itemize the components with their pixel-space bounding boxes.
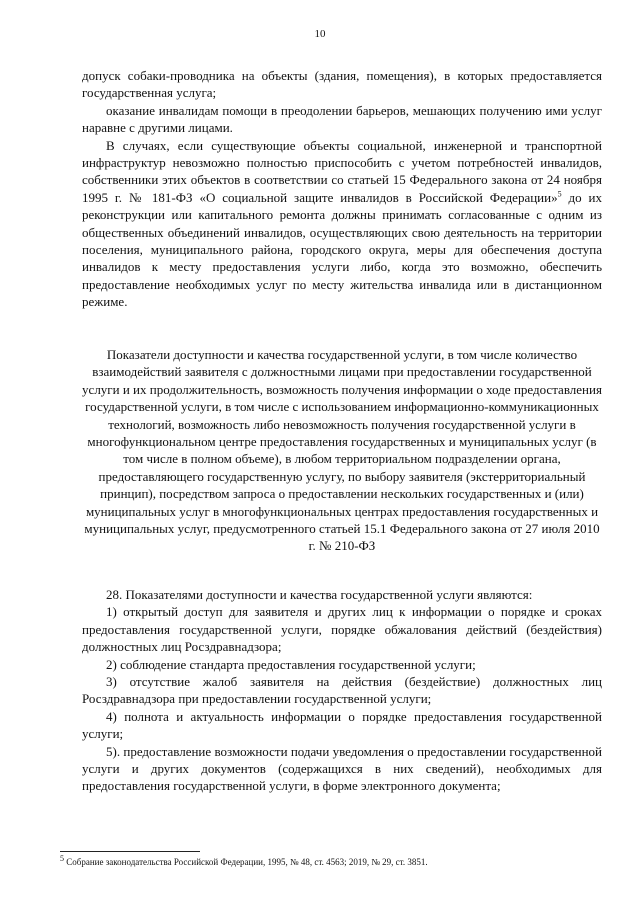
main-paragraph-text-cont: до их реконструкции или капитального ремонта должны принимать согласованные с одним из общественных объединений инвалидов, осуществляющих свою деятельность на территории поселения, муниципального района, городского округа, меры для обеспечения доступа инвалидов к месту предоставления услуги либо, когда это возможно, обеспечить предоставление необходимых услуг по месту жительства инвалида или в дистанционном режиме. [82, 189, 602, 310]
list-item: 28. Показателями доступности и качества государственной услуги являются: [106, 587, 533, 602]
intro-paragraph: допуск собаки-проводника на объекты (здания, помещения), в которых предоставляется государственная услуга; [82, 68, 602, 101]
list-item: 4) полнота и актуальность информации о порядке предоставления государственной услуги; [82, 708, 602, 742]
footnote-marker: 5 [60, 854, 64, 863]
main-paragraph-text: В случаях, если существующие объекты социальной, инженерной и транспортной инфраструктур невозможно полностью приспособить с учетом потребностей инвалидов, собственники этих объектов в соответствии со статьей 15 Федерального закона от 24 ноября 1995 г. № 181-ФЗ «О социальной защите инвалидов в Российской Федерации» [82, 137, 602, 205]
list-item: 3) отсутствие жалоб заявителя на действия (бездействие) должностных лиц Росздравнадзора при предоставлении государственной услуги; [82, 674, 602, 707]
footnote-reference: 5 [557, 189, 562, 199]
section-heading: Показатели доступности и качества государственной услуги, в том числе количество взаимодействий заявителя с должностными лицами при предоставлении государственной услуги и их продолжительность, возможность получения информации о ходе предоставления государственной услуги, в том числе с использованием информационно-коммуникационных технологий, возможность либо невозможность получения государственной услуги в многофункциональном центре предоставления государственных и муниципальных услуг (в том числе в полном объеме), в любом территориальном подразделении органа, предоставляющего государственную услугу, по выбору заявителя (экстерриториальный принцип), посредством запроса о предоставлении нескольких государственных и (или) муниципальных услуг в многофункциональных центрах предоставления государственных и муниципальных услуг, предусмотренного статьей 15.1 Федерального закона от 27 июля 2010 г. № 210-ФЗ [82, 347, 602, 554]
list-item: 5). предоставление возможности подачи уведомления о предоставлении государственной услуги и других документов (содержащихся в них сведений), необходимых для предоставления государственной услуги, в форме электронного документа; [82, 743, 602, 794]
footnote-text: Собрание законодательства Российской Федерации, 1995, № 48, ст. 4563; 2019, № 29, ст. 3851. [66, 857, 428, 867]
intro-paragraph: оказание инвалидам помощи в преодолении барьеров, мешающих получению ими услуг наравне с другими лицами. [82, 102, 602, 136]
indicator-list [82, 586, 602, 795]
footnote-divider [60, 851, 200, 852]
page-number: 10 [314, 28, 326, 40]
body-text [82, 67, 602, 311]
main-paragraph [82, 137, 602, 311]
footnote [60, 856, 600, 868]
list-item: 1) открытый доступ для заявителя и других лиц к информации о порядке и сроках предоставления государственной услуги, порядке обжалования действий (бездействия) должностных лиц Росздравнадзора; [82, 604, 602, 655]
list-item: 2) соблюдение стандарта предоставления государственной услуги; [106, 656, 476, 672]
